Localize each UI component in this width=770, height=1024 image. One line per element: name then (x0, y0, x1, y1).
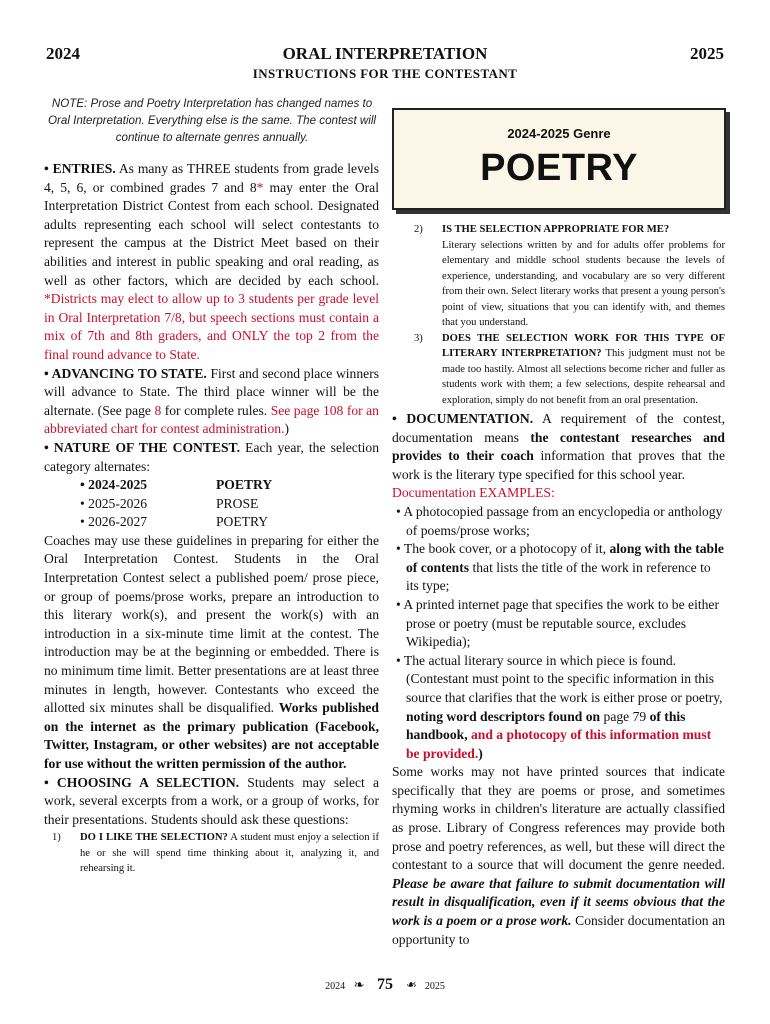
footer-year-left: 2024 (325, 981, 346, 992)
genre-change-note: NOTE: Prose and Poetry Interpretation has changed names to Oral Interpretation. Everything else is the same. The contest will continue to alternate genres annually. (48, 97, 376, 144)
internet-publication-rule: Works published on the internet as the primary publication (Facebook, Twitter, Instagram, or other websites) are not acceptable for use without the written permission of the author. (44, 700, 379, 771)
page-8-link[interactable]: 8 (154, 402, 162, 418)
category-row: • 2024-2025 POETRY (80, 477, 273, 493)
photocopy-requirement: and a photocopy of this information must be provided. (406, 727, 712, 761)
coaches-section: Coaches may use these guidelines in preparing for either the Oral Interpretation Contest. Students in the Oral Interpretation Contest select a published poem/ prose piece, or group of poems/prose works, prepare an introduction to this literary work(s), and present the work(s) with an introduction in a six-minute time limit at the contest. The introduction may be at the beginning or embedded. There is no minimum time limit. Better presentations are at least three minutes in length, however. Contestants who exceed the allotted six minutes shall be disqualified. Works published on the internet as the primary publication (Facebook, Twitter, Instagram, or other websites) are not acceptable for use without the written permission of the author. (44, 532, 379, 771)
choosing-heading: • CHOOSING A SELECTION. (44, 774, 240, 790)
advancing-heading: • ADVANCING TO STATE. (44, 365, 207, 381)
question-2: 2) IS THE SELECTION APPROPRIATE FOR ME? Literary selections written by and for adults offer problems for elementary and middle school students because the levels of experience, understanding, and vocabulary are so very different from their own. Select literary works that present a young person's point of view, situations that you can identify with, and themes that you understand. (414, 224, 725, 328)
disqualification-warning: Please be aware that failure to submit documentation will result in disqualification, even if it seems obvious that the work is a poem or a prose work. (392, 875, 725, 929)
category-row: • 2026-2027 POETRY (80, 514, 269, 530)
left-column (44, 160, 379, 877)
nature-section: • NATURE OF THE CONTEST. Each year, the selection category alternates: (44, 439, 379, 474)
page-number: 75 (377, 976, 393, 993)
page-footer (0, 976, 770, 994)
genre-box-genre: POETRY (480, 147, 638, 189)
entries-heading: • ENTRIES. (44, 161, 116, 176)
page-108-reference: See page 108 for an abbreviated chart for contest administration. (44, 402, 379, 437)
documentation-examples-heading: Documentation EXAMPLES: (392, 485, 555, 501)
category-list (44, 476, 379, 532)
genre-box (392, 108, 726, 210)
header-year-left: 2024 (46, 44, 80, 63)
header-year-right: 2025 (690, 44, 724, 63)
entries-district-note: *Districts may elect to allow up to 3 students per grade level in Oral Interpretation 7/8, but speech sections must contain a mix of 7th and 8th graders, and ONLY the top 2 from the final round advance to State. (44, 291, 379, 362)
page-title: ORAL INTERPRETATION (282, 44, 488, 63)
example-item: • A printed internet page that specifies the work to be either prose or poetry (must be reputable source, excludes Wikipedia); (396, 596, 719, 650)
example-item: • The book cover, or a photocopy of it, along with the table of contents that lists the title of the work in reference to its type; (396, 541, 724, 594)
category-row: • 2025-2026 PROSE (80, 495, 259, 511)
page-subtitle: INSTRUCTIONS FOR THE CONTESTANT (252, 66, 518, 81)
some-works-paragraph: Some works may not have printed sources that indicate specifically that they are poems or prose, and sometimes rhyming works in children's literature are actually classified as prose. Library of Congress references may provide both prose and poetry references, as well, but these will direct the contestant to a source that will document the genre needed. Please be aware that failure to submit documentation will result in disqualification, even if it seems obvious that the work is a poem or a prose work. Consider documentation an opportunity to (392, 764, 725, 947)
example-item: • A photocopied passage from an encyclopedia or anthology of poems/prose works; (396, 503, 723, 538)
entries-section: • ENTRIES. As many as THREE students from grade levels 4, 5, 6, or combined grades 7 and 8* may enter the Oral Interpretation District Contest from each school. Designated adults representing each school will select contestants to represent the campus at the District Meet based on their abilities and interest in public speaking and oral reading, as well as other factors, which are decided by each school. *Districts may elect to allow up to 3 students per grade level in Oral Interpretation 7/8, but speech sections must contain a mix of 7th and 8th graders, and ONLY the top 2 from the final round advance to State. (44, 161, 379, 362)
question-1: 1) DO I LIKE THE SELECTION? A student must enjoy a selection if he or she will spend time thinking about it, analyzing it, and rehearsing it. (52, 832, 379, 875)
advancing-section: • ADVANCING TO STATE. First and second place winners will advance to State. The third place winner will be the alternate. (See page 8 for complete rules. See page 108 for an abbreviated chart for contest administration.) (44, 365, 380, 437)
right-column (392, 222, 725, 949)
question-3: 3) DOES THE SELECTION WORK FOR THIS TYPE OF LITERARY INTERPRETATION? This judgment must not be made too hastily. Almost all selections become richer and fuller as students work with them; a few selections, despite rehearsal and exploration, simply do not benefit from an oral presentation. (414, 332, 725, 406)
example-item: • The actual literary source in which piece is found. (Contestant must point to the specific information in this source that clarifies that the work is either prose or poetry, noting word descriptors found on page 79 of this handbook, and a photocopy of this information must be provided.) (396, 652, 723, 761)
documentation-section: • DOCUMENTATION. A requirement of the contest, documentation means the contestant researches and provides to their coach information that proves that the work is the literary type specified for this school year. Documentation EXAMPLES: • A photocopied passage from an encyclopedia or anthology of poems/prose works; • The book cover, or a photocopy of it, along with the table of contents that lists the title of the work in reference to its type; • A printed internet page that specifies the work to be either prose or poetry (must be reputable source, excludes Wikipedia); • The actual literary source in which piece is found. (Contestant must point to the specific information in this source that clarifies that the work is either prose or poetry, noting word descriptors found on page 79 of this handbook, and a photocopy of this information must be provided.) Some works may not have printed sources that indicate specifically that they are poems or prose, and sometimes rhyming works in children's literature are actually classified as prose. Library of Congress references may provide both prose and poetry references, as well, but these will direct the contestant to a source that will document the genre needed. Please be aware that failure to submit documentation will result in disqualification, even if it seems obvious that the work is a poem or a prose work. Consider documentation an opportunity to (392, 410, 725, 949)
choosing-section: • CHOOSING A SELECTION. Students may select a work, several excerpts from a work, or a group of works, for their presentations. Students should ask these questions: (44, 774, 379, 827)
fleuron-right-icon: ❧ (405, 977, 417, 992)
genre-box-label: 2024-2025 Genre (507, 126, 611, 141)
nature-heading: • NATURE OF THE CONTEST. (44, 439, 240, 455)
documentation-heading: • DOCUMENTATION. (392, 411, 534, 426)
fleuron-left-icon: ❧ (353, 977, 365, 992)
footer-year-right: 2025 (424, 981, 445, 992)
